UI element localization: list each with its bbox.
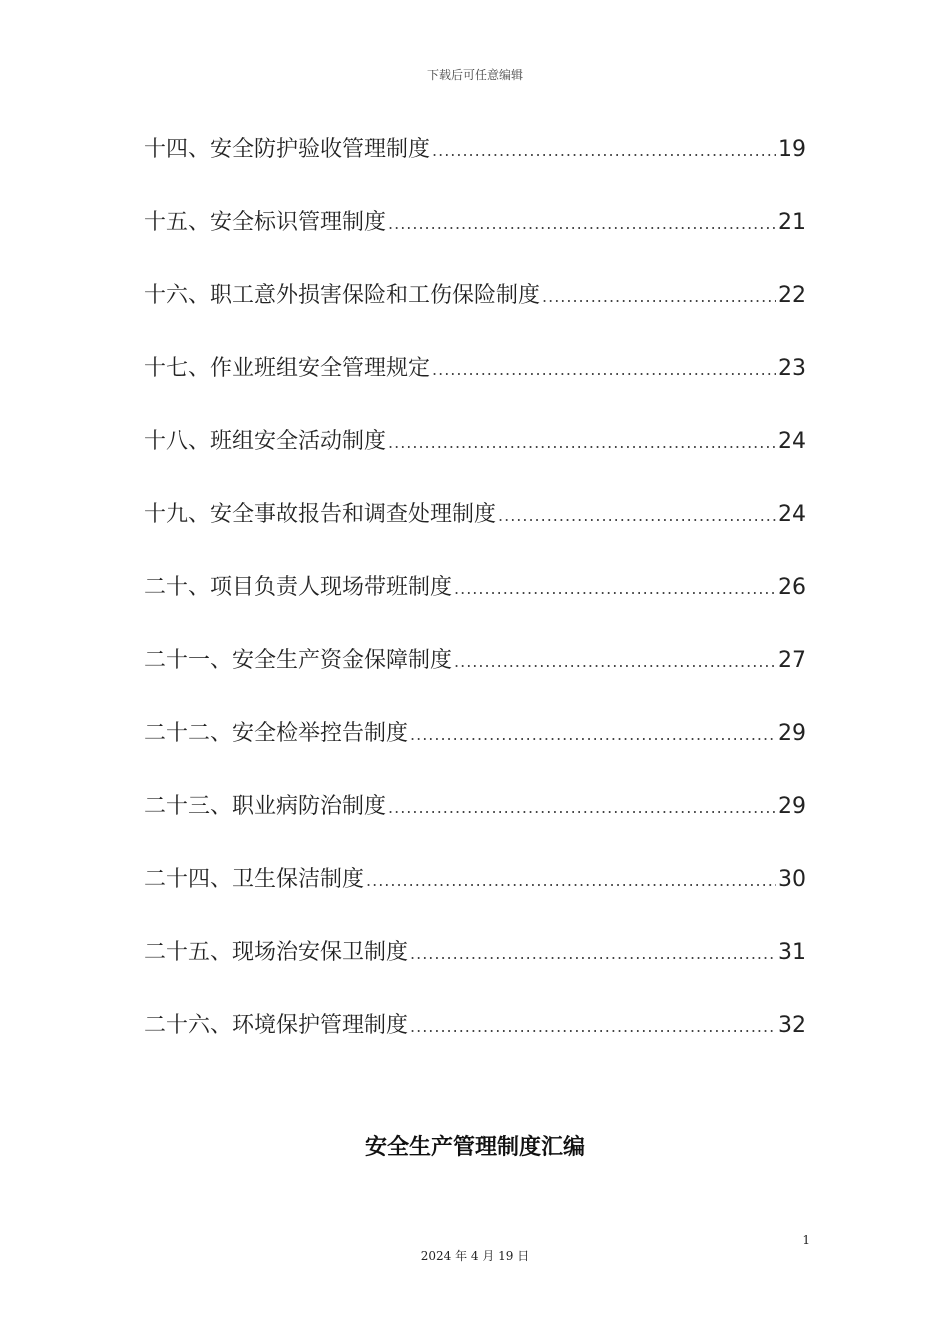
- toc-entry[interactable]: [144, 351, 806, 424]
- toc-dot-leader: [388, 790, 776, 826]
- page-header: 下载后可任意编辑: [426, 68, 523, 82]
- toc-entry-page: 22: [778, 283, 806, 308]
- toc-entry-title: 二十二、安全检举控告制度: [144, 721, 409, 746]
- toc-entry[interactable]: [144, 132, 806, 205]
- toc-entry-title: 二十一、安全生产资金保障制度: [144, 648, 453, 673]
- toc-entry-page: 23: [778, 356, 806, 381]
- toc-entry-page: 24: [778, 429, 806, 454]
- toc-entry[interactable]: [144, 424, 806, 497]
- toc-entry-title: 十四、安全防护验收管理制度: [144, 137, 431, 162]
- toc-dot-leader: [388, 425, 776, 461]
- toc-entry-page: 30: [778, 867, 806, 892]
- toc-entry-page: 19: [778, 137, 806, 162]
- toc-entry-page: 32: [778, 1013, 806, 1038]
- toc-dot-leader: [454, 571, 776, 607]
- toc-entry-title: 二十、项目负责人现场带班制度: [144, 575, 453, 600]
- toc-entry-page: 21: [778, 210, 806, 235]
- toc-dot-leader: [432, 133, 776, 169]
- page-number: 1: [802, 1233, 810, 1247]
- toc-entry[interactable]: [144, 935, 806, 1008]
- toc-entry-page: 29: [778, 721, 806, 746]
- document-title: 安全生产管理制度汇编: [364, 1135, 585, 1160]
- toc-entry-page: 24: [778, 502, 806, 527]
- toc-entry[interactable]: [144, 497, 806, 570]
- toc-entry-title: 二十六、环境保护管理制度: [144, 1013, 409, 1038]
- toc-entry[interactable]: [144, 1008, 806, 1081]
- toc-entry-title: 十七、作业班组安全管理规定: [144, 356, 431, 381]
- toc-dot-leader: [410, 1009, 776, 1045]
- toc-dot-leader: [542, 279, 776, 315]
- toc-entry[interactable]: [144, 570, 806, 643]
- toc-entry[interactable]: [144, 716, 806, 789]
- toc-dot-leader: [432, 352, 776, 388]
- toc-entry-page: 31: [778, 940, 806, 965]
- toc-entry-title: 十六、职工意外损害保险和工伤保险制度: [144, 283, 541, 308]
- toc-entry-title: 十五、安全标识管理制度: [144, 210, 387, 235]
- toc-dot-leader: [454, 644, 776, 680]
- toc-entry-title: 二十四、卫生保洁制度: [144, 867, 365, 892]
- toc-entry[interactable]: [144, 789, 806, 862]
- toc-entry[interactable]: [144, 205, 806, 278]
- toc-dot-leader: [410, 717, 776, 753]
- footer-date: 2024 年 4 月 19 日: [420, 1249, 530, 1263]
- toc-entry-title: 十九、安全事故报告和调查处理制度: [144, 502, 497, 527]
- toc-dot-leader: [366, 863, 776, 899]
- toc-entry[interactable]: [144, 643, 806, 716]
- toc-entry-page: 29: [778, 794, 806, 819]
- toc-entry-title: 二十五、现场治安保卫制度: [144, 940, 409, 965]
- toc-dot-leader: [498, 498, 776, 534]
- toc-dot-leader: [410, 936, 776, 972]
- toc-dot-leader: [388, 206, 776, 242]
- toc-entry-page: 27: [778, 648, 806, 673]
- toc-entry[interactable]: [144, 278, 806, 351]
- toc-entry-title: 十八、班组安全活动制度: [144, 429, 387, 454]
- toc-entry-title: 二十三、职业病防治制度: [144, 794, 387, 819]
- toc-entry[interactable]: [144, 862, 806, 935]
- table-of-contents: [144, 132, 806, 1081]
- toc-entry-page: 26: [778, 575, 806, 600]
